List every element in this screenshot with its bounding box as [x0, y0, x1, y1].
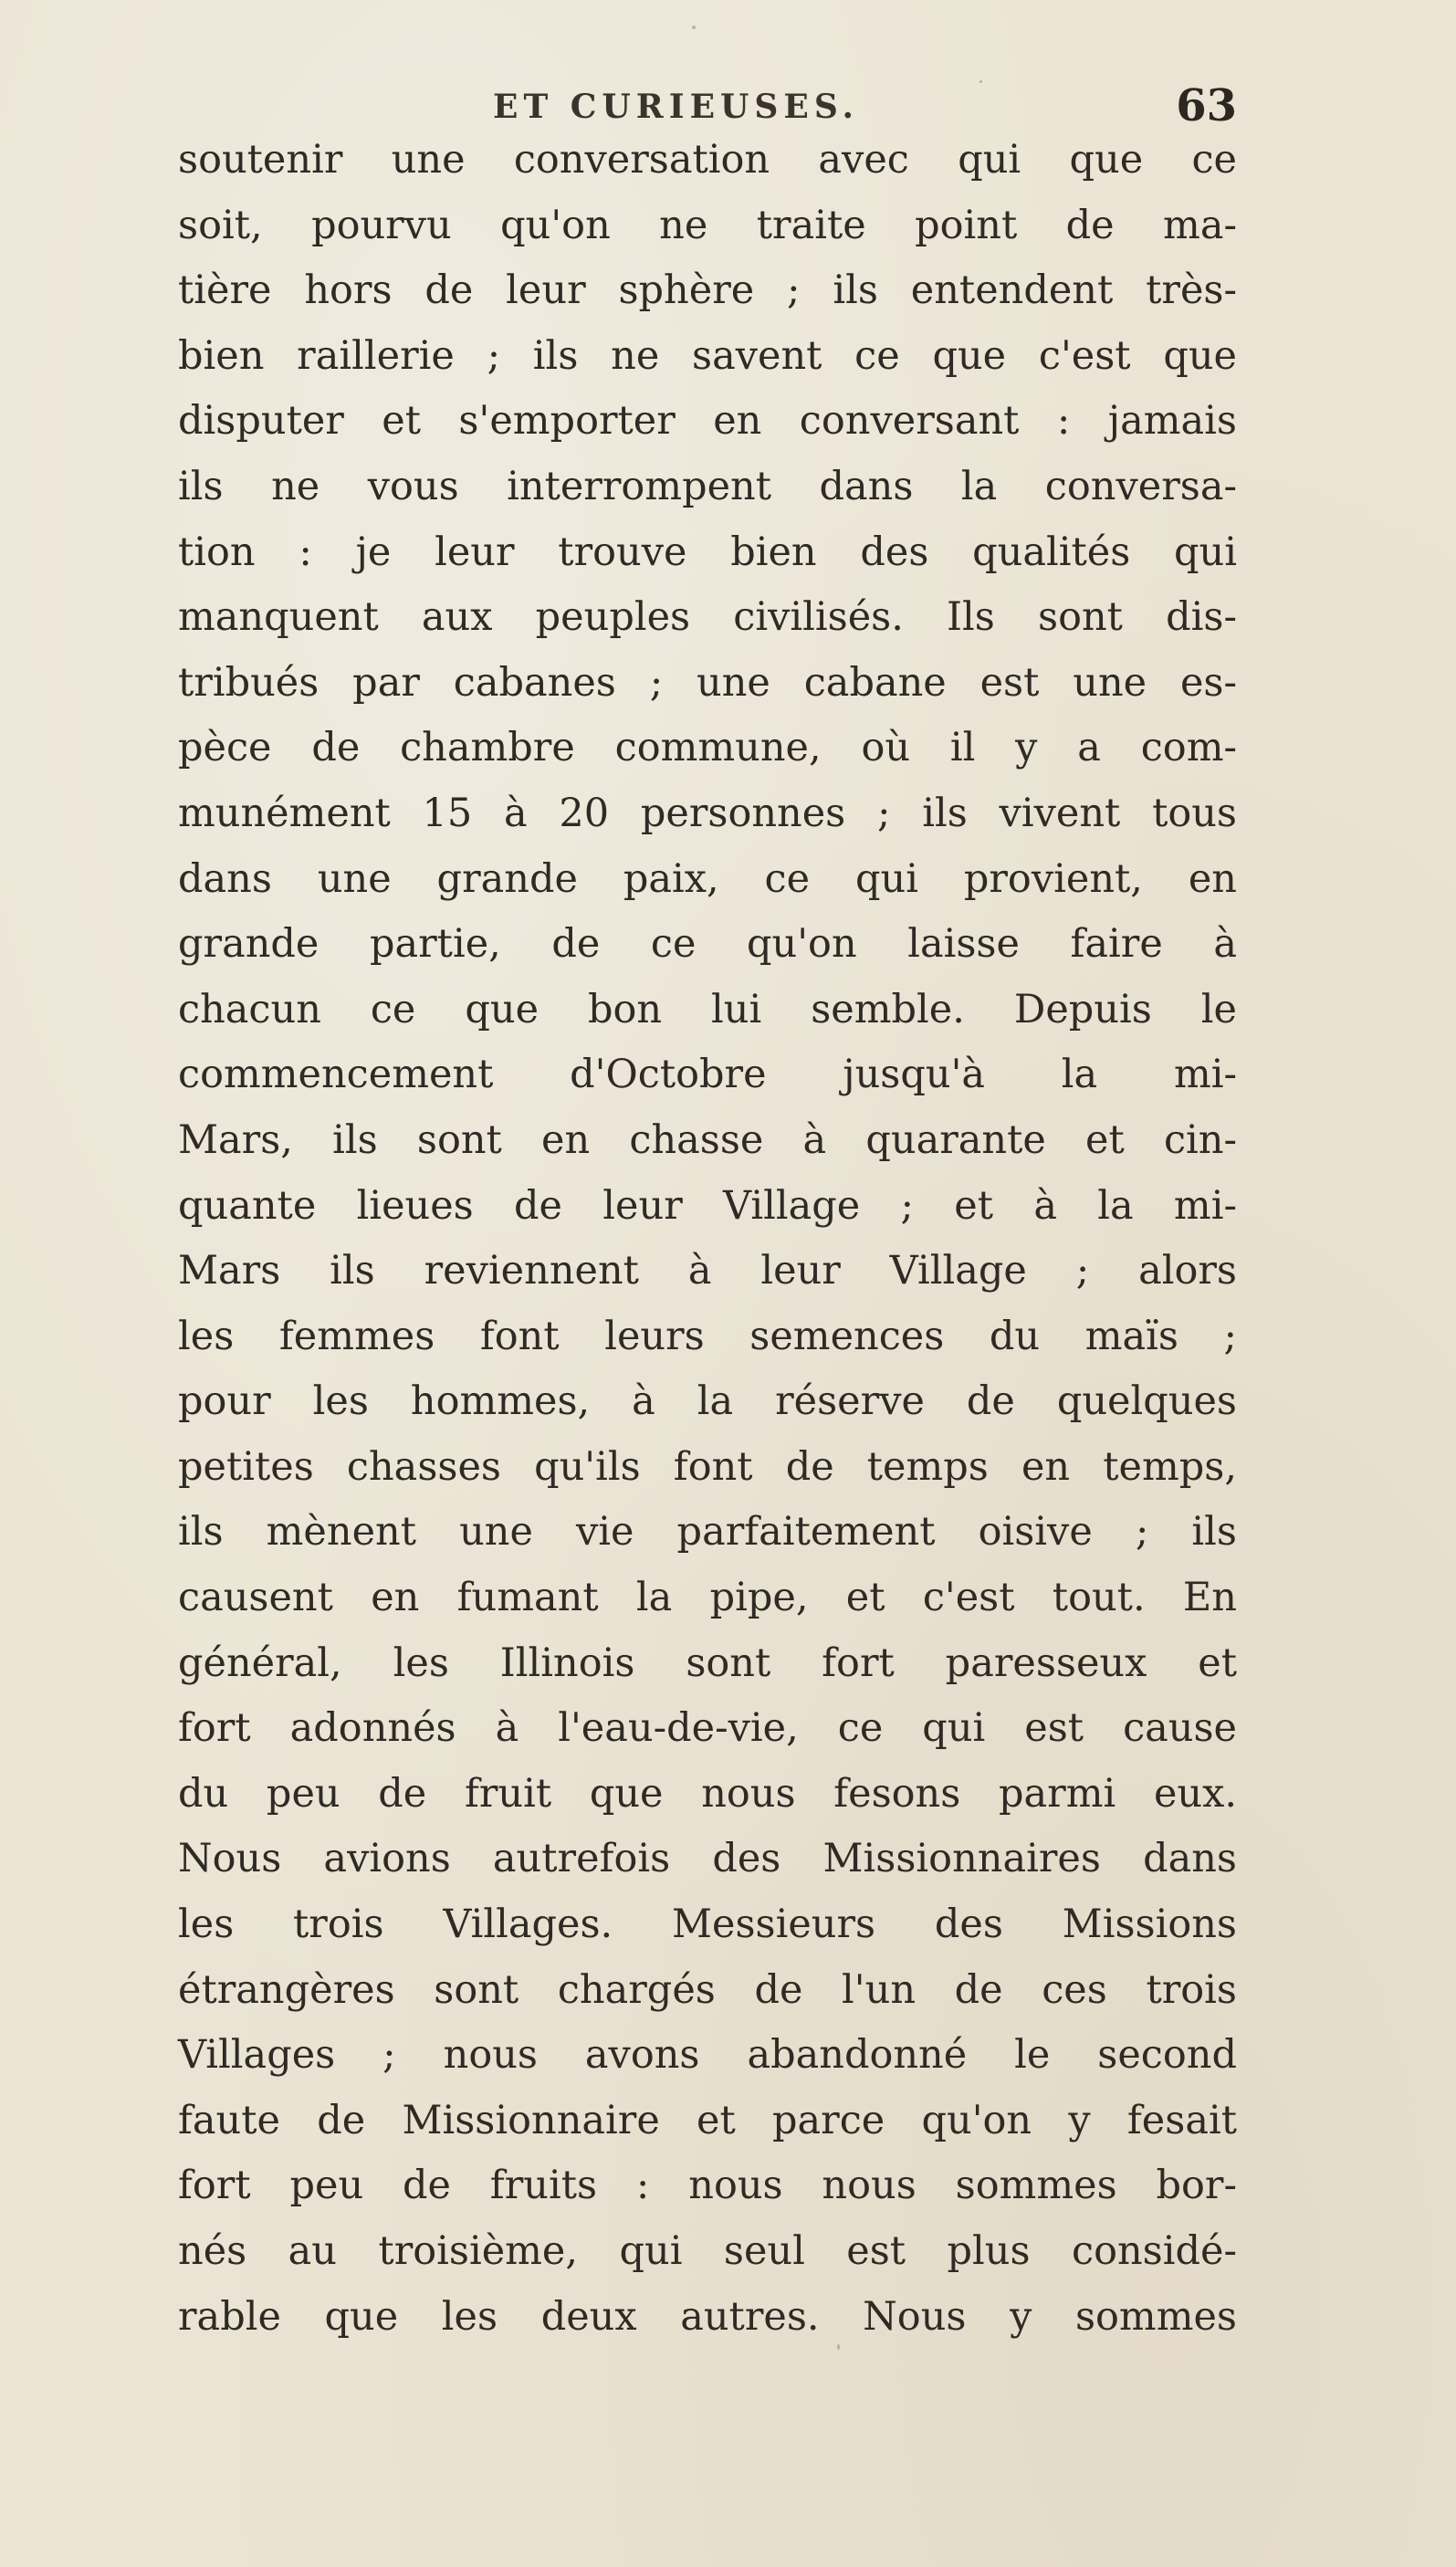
- text-line: chacun ce que bon lui semble. Depuis le: [178, 986, 1237, 1032]
- text-line: petites chasses qu'ils font de temps en temps,: [178, 1443, 1237, 1490]
- paper-speck: [692, 26, 696, 29]
- text-line: tière hors de leur sphère ; ils entendent très-: [178, 267, 1237, 314]
- text-line: nés au troisième, qui seul est plus considé-: [178, 2228, 1237, 2274]
- text-line: tion : je leur trouve bien des qualités qui: [178, 529, 1237, 575]
- page-header: [178, 80, 1237, 135]
- text-line: rable que les deux autres. Nous y sommes: [178, 2293, 1237, 2340]
- text-line: ils ne vous interrompent dans la conversa-: [178, 463, 1237, 509]
- page-number: 63: [1176, 80, 1237, 131]
- text-line: général, les Illinois sont fort paresseux et: [178, 1640, 1237, 1686]
- text-line: causent en fumant la pipe, et c'est tout. En: [178, 1575, 1237, 1621]
- text-line: Mars ils reviennent à leur Village ; alors: [178, 1248, 1237, 1294]
- text-line: fort peu de fruits : nous nous sommes bor-: [178, 2163, 1237, 2209]
- text-line: fort adonnés à l'eau-de-vie, ce qui est cause: [178, 1705, 1237, 1752]
- text-line: Villages ; nous avons abandonné le second: [178, 2032, 1237, 2079]
- text-line: grande partie, de ce qu'on laisse faire à: [178, 921, 1237, 968]
- text-line: soutenir une conversation avec qui que ce: [178, 137, 1237, 183]
- text-line: étrangères sont chargés de l'un de ces trois: [178, 1966, 1237, 2013]
- text-line: soit, pourvu qu'on ne traite point de ma-: [178, 202, 1237, 248]
- text-line: pèce de chambre commune, où il y a com-: [178, 725, 1237, 771]
- text-line: ils mènent une vie parfaitement oisive ; ils: [178, 1509, 1237, 1556]
- text-line: munément 15 à 20 personnes ; ils vivent tous: [178, 790, 1237, 836]
- text-line: disputer et s'emporter en conversant : jamais: [178, 398, 1237, 445]
- paper-speck: [837, 2344, 840, 2350]
- text-line: faute de Missionnaire et parce qu'on y fesait: [178, 2097, 1237, 2143]
- text-line: tribués par cabanes ; une cabane est une es-: [178, 659, 1237, 706]
- text-line: pour les hommes, à la réserve de quelques: [178, 1378, 1237, 1425]
- text-line: du peu de fruit que nous fesons parmi eux.: [178, 1770, 1237, 1817]
- text-line: dans une grande paix, ce qui provient, en: [178, 855, 1237, 902]
- text-line: les trois Villages. Messieurs des Missions: [178, 1902, 1237, 1948]
- paper-speck: [979, 80, 982, 83]
- text-line: Mars, ils sont en chasse à quarante et cin-: [178, 1116, 1237, 1163]
- text-line: commencement d'Octobre jusqu'à la mi-: [178, 1052, 1237, 1098]
- running-head: ET CURIEUSES.: [493, 88, 860, 126]
- text-line: quante lieues de leur Village ; et à la mi-: [178, 1182, 1237, 1229]
- text-line: Nous avions autrefois des Missionnaires dans: [178, 1836, 1237, 1882]
- text-line: manquent aux peuples civilisés. Ils sont dis-: [178, 594, 1237, 641]
- body-text: [178, 128, 1237, 2350]
- text-line: bien raillerie ; ils ne savent ce que c'est que: [178, 332, 1237, 379]
- text-line: les femmes font leurs semences du maïs ;: [178, 1313, 1237, 1359]
